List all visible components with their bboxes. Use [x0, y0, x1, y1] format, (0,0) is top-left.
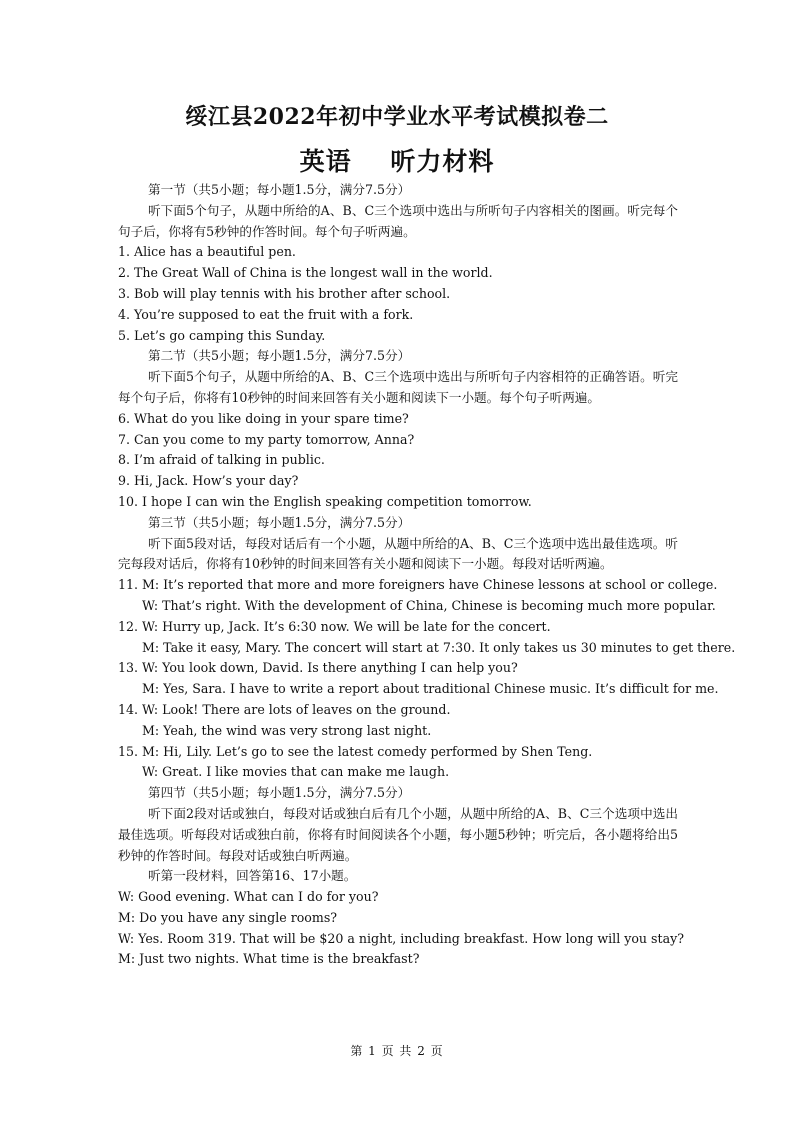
page-number: 第 1 页 共 2 页	[350, 1044, 444, 1058]
section1-instruction: 听下面5个句子，从题中所给的A、B、C三个选项中选出与所听句子内容相关的图画。听完每个句子后，你将有5秒钟的作答时间。每个句子听两遍。	[118, 202, 678, 239]
dialogue-reply: W: Great. I like movies that can make me laugh.	[142, 764, 450, 780]
dialogue-line: 14. W: Look! There are lots of leaves on the ground.	[118, 701, 451, 717]
list-item: 9. Hi, Jack. How’s your day?	[118, 473, 299, 489]
list-item: 6. What do you like doing in your spare time?	[118, 410, 409, 426]
list-item: 10. I hope I can win the English speaking competition tomorrow.	[118, 493, 532, 509]
dialogue-line: 11. M: It’s reported that more and more foreigners have Chinese lessons at school or college.	[118, 577, 718, 593]
section4-instruction: 听下面2段对话或独白，每段对话或独白后有几个小题，从题中所给的A、B、C三个选项中选出最佳选项。听每段对话或独白前，你将有时间阅读各个小题，每小题5秒钟；听完后，各小题将给出5秒钟的作答时间。每段对话或独白听两遍。	[118, 805, 678, 863]
dialogue-reply: M: Yeah, the wind was very strong last night.	[142, 722, 432, 738]
list-item: 7. Can you come to my party tomorrow, Anna?	[118, 431, 415, 447]
section2-heading: 第二节（共5小题；每小题1.5分，满分7.5分）	[148, 348, 411, 364]
dialogue-line: 12. W: Hurry up, Jack. It’s 6:30 now. We will be late for the concert.	[118, 618, 551, 634]
list-item: 1. Alice has a beautiful pen.	[118, 244, 296, 260]
dialogue-line: M: Do you have any single rooms?	[118, 909, 338, 925]
section1-heading: 第一节（共5小题；每小题1.5分，满分7.5分）	[148, 182, 411, 197]
document-body	[118, 180, 736, 970]
dialogue-reply: M: Take it easy, Mary. The concert will start at 7:30. It only takes us 30 minutes to get there.	[142, 639, 736, 655]
section4-heading: 第四节（共5小题；每小题1.5分，满分7.5分）	[148, 785, 411, 801]
list-item: 4. You’re supposed to eat the fruit with a fork.	[118, 306, 414, 322]
section4-subheading: 听第一段材料，回答第16、17小题。	[148, 868, 357, 884]
dialogue-line: W: Good evening. What can I do for you?	[118, 889, 379, 905]
dialogue-line: 15. M: Hi, Lily. Let’s go to see the latest comedy performed by Shen Teng.	[118, 743, 593, 759]
dialogue-reply: W: That’s right. With the development of China, Chinese is becoming much more popular.	[142, 597, 716, 613]
list-item: 3. Bob will play tennis with his brother after school.	[118, 285, 451, 301]
section3-heading: 第三节（共5小题；每小题1.5分，满分7.5分）	[148, 514, 411, 530]
list-item: 5. Let’s go camping this Sunday.	[118, 327, 326, 343]
list-item: 8. I’m afraid of talking in public.	[118, 452, 325, 468]
section3-instruction: 听下面5段对话，每段对话后有一个小题，从题中所给的A、B、C三个选项中选出最佳选项。听完每段对话后，你将有10秒钟的时间来回答有关小题和阅读下一小题。每段对话听两遍。	[118, 535, 678, 572]
section2-instruction: 听下面5个句子，从题中所给的A、B、C三个选项中选出与所听句子内容相符的正确答语。听完每个句子后，你将有10秒钟的时间来回答有关小题和阅读下一小题。每个句子听两遍。	[118, 369, 678, 405]
document-subtitle: 英语 听力材料	[299, 147, 495, 176]
dialogue-line: 13. W: You look down, David. Is there anything I can help you?	[118, 660, 518, 676]
document-title: 绥江县2022年初中学业水平考试模拟卷二	[185, 104, 609, 130]
list-item: 2. The Great Wall of China is the longest wall in the world.	[118, 265, 493, 281]
dialogue-line: W: Yes. Room 319. That will be $20 a night, including breakfast. How long will you stay?	[118, 930, 684, 946]
dialogue-reply: M: Yes, Sara. I have to write a report about traditional Chinese music. It’s difficult for me.	[142, 681, 719, 697]
dialogue-line: M: Just two nights. What time is the breakfast?	[118, 951, 420, 967]
